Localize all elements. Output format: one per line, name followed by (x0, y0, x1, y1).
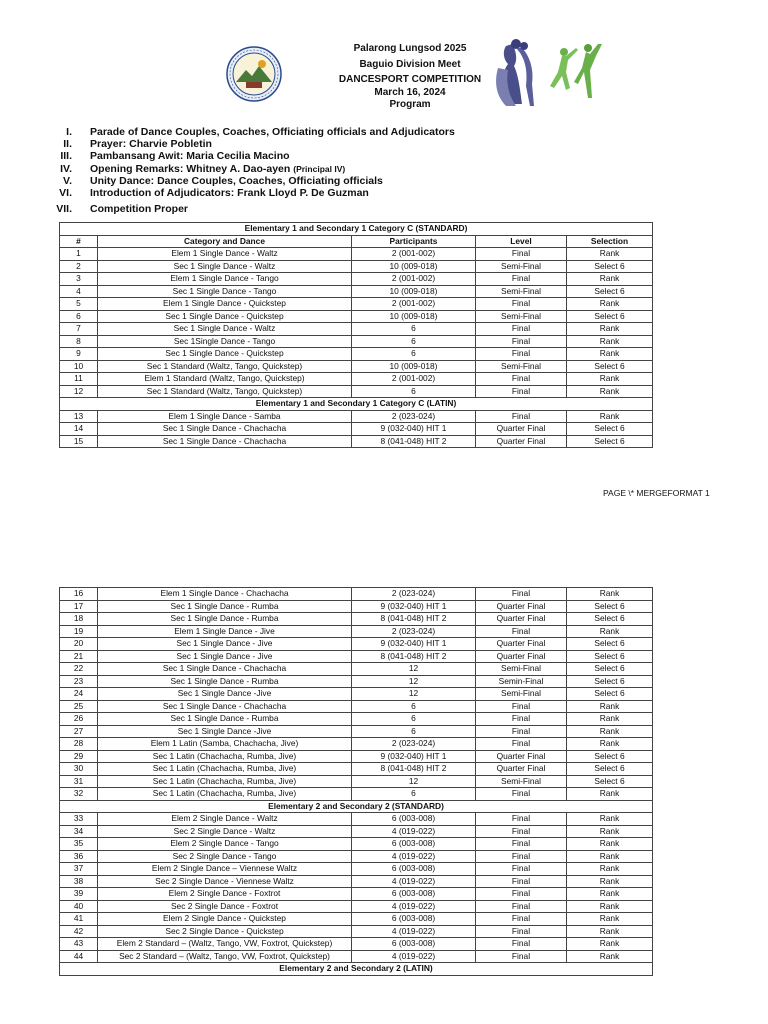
table-row (60, 435, 653, 448)
table-row (60, 675, 653, 688)
selection: Rank (567, 838, 653, 851)
event-number: 9 (60, 348, 98, 361)
section-heading: Elementary 2 and Secondary 2 (STANDARD) (60, 800, 653, 813)
table-row (60, 938, 653, 951)
table-row (60, 310, 653, 323)
selection: Select 6 (567, 600, 653, 613)
category-and-dance: Sec 1 Single Dance - Rumba (98, 675, 352, 688)
participants: 9 (032-040) HIT 1 (352, 750, 476, 763)
participants: 10 (009-018) (352, 260, 476, 273)
column-header-category: Category and Dance (98, 235, 352, 248)
selection: Rank (567, 625, 653, 638)
level: Final (476, 938, 567, 951)
category-and-dance: Sec 1 Single Dance -Jive (98, 688, 352, 701)
selection: Rank (567, 348, 653, 361)
document-header (300, 43, 520, 112)
level: Final (476, 588, 567, 601)
event-number: 43 (60, 938, 98, 951)
selection: Rank (567, 738, 653, 751)
table-row (60, 863, 653, 876)
level: Final (476, 373, 567, 386)
category-and-dance: Sec 1 Single Dance -Jive (98, 725, 352, 738)
column-header-participants: Participants (352, 235, 476, 248)
event-number: 34 (60, 825, 98, 838)
event-number: 5 (60, 298, 98, 311)
level: Final (476, 725, 567, 738)
event-number: 16 (60, 588, 98, 601)
participants: 12 (352, 775, 476, 788)
participants: 6 (003-008) (352, 813, 476, 826)
event-number: 31 (60, 775, 98, 788)
event-number: 6 (60, 310, 98, 323)
participants: 12 (352, 663, 476, 676)
category-and-dance: Sec 2 Standard – (Waltz, Tango, VW, Foxtrot, Quickstep) (98, 950, 352, 963)
category-and-dance: Sec 1Single Dance - Tango (98, 335, 352, 348)
participants: 4 (019-022) (352, 850, 476, 863)
category-and-dance: Sec 1 Single Dance - Chachacha (98, 663, 352, 676)
selection: Select 6 (567, 638, 653, 651)
table-row (60, 348, 653, 361)
level: Final (476, 813, 567, 826)
level: Semi-Final (476, 663, 567, 676)
table-row (60, 725, 653, 738)
level: Quarter Final (476, 435, 567, 448)
level: Quarter Final (476, 763, 567, 776)
category-and-dance: Elem 1 Single Dance - Jive (98, 625, 352, 638)
category-and-dance: Elem 1 Single Dance - Chachacha (98, 588, 352, 601)
level: Quarter Final (476, 613, 567, 626)
participants: 12 (352, 675, 476, 688)
event-number: 36 (60, 850, 98, 863)
program-item-text: Introduction of Adjudicators: Frank Lloyd P. De Guzman (90, 186, 369, 199)
selection: Rank (567, 373, 653, 386)
participants: 6 (352, 713, 476, 726)
category-and-dance: Sec 1 Single Dance - Rumba (98, 600, 352, 613)
category-and-dance: Elem 2 Single Dance - Tango (98, 838, 352, 851)
table-row (60, 410, 653, 423)
selection: Select 6 (567, 310, 653, 323)
table-row (60, 273, 653, 286)
event-number: 42 (60, 925, 98, 938)
program-item-text: Prayer: Charvie Pobletin (90, 138, 212, 151)
event-number: 8 (60, 335, 98, 348)
selection: Select 6 (567, 650, 653, 663)
level: Quarter Final (476, 423, 567, 436)
selection: Select 6 (567, 423, 653, 436)
participants: 8 (041-048) HIT 2 (352, 763, 476, 776)
participants: 2 (023-024) (352, 588, 476, 601)
level: Final (476, 273, 567, 286)
table-row (60, 925, 653, 938)
selection: Select 6 (567, 613, 653, 626)
participants: 6 (003-008) (352, 838, 476, 851)
table-row (60, 888, 653, 901)
level: Final (476, 298, 567, 311)
participants: 4 (019-022) (352, 950, 476, 963)
level: Final (476, 913, 567, 926)
participants: 2 (023-024) (352, 625, 476, 638)
category-and-dance: Sec 2 Single Dance - Waltz (98, 825, 352, 838)
competition-name: DANCESPORT COMPETITION (338, 74, 482, 85)
selection: Rank (567, 788, 653, 801)
meet-name: Baguio Division Meet (359, 58, 461, 70)
level: Semi-Final (476, 360, 567, 373)
level: Final (476, 838, 567, 851)
level: Final (476, 385, 567, 398)
program-item-text: Parade of Dance Couples, Coaches, Officiating officials and Adjudicators (90, 126, 455, 138)
table-row (60, 950, 653, 963)
category-and-dance: Sec 1 Single Dance - Quickstep (98, 310, 352, 323)
selection: Select 6 (567, 750, 653, 763)
selection: Rank (567, 925, 653, 938)
selection: Select 6 (567, 763, 653, 776)
participants: 6 (352, 788, 476, 801)
table-row (60, 763, 653, 776)
program-item-text: Competition Proper (90, 203, 189, 216)
event-number: 33 (60, 813, 98, 826)
event-name: Palarong Lungsod 2025 (353, 43, 467, 54)
event-number: 17 (60, 600, 98, 613)
table-row (60, 600, 653, 613)
participants: 6 (003-008) (352, 888, 476, 901)
table-row (60, 285, 653, 298)
participants: 4 (019-022) (352, 875, 476, 888)
participants: 6 (352, 323, 476, 336)
table-row (60, 323, 653, 336)
table-row (60, 738, 653, 751)
event-number: 22 (60, 663, 98, 676)
selection: Rank (567, 875, 653, 888)
category-and-dance: Elem 1 Latin (Samba, Chachacha, Jive) (98, 738, 352, 751)
level: Quarter Final (476, 638, 567, 651)
participants: 8 (041-048) HIT 2 (352, 435, 476, 448)
category-and-dance: Elem 2 Single Dance – Viennese Waltz (98, 863, 352, 876)
participants: 6 (352, 725, 476, 738)
category-and-dance: Elem 2 Single Dance - Waltz (98, 813, 352, 826)
level: Quarter Final (476, 600, 567, 613)
table-row (60, 825, 653, 838)
selection: Select 6 (567, 260, 653, 273)
category-and-dance: Elem 2 Single Dance - Quickstep (98, 913, 352, 926)
category-and-dance: Elem 1 Standard (Waltz, Tango, Quickstep) (98, 373, 352, 386)
level: Final (476, 738, 567, 751)
selection: Rank (567, 888, 653, 901)
participants: 6 (352, 385, 476, 398)
participants: 8 (041-048) HIT 2 (352, 613, 476, 626)
table-row (60, 638, 653, 651)
event-number: 44 (60, 950, 98, 963)
table-row (60, 850, 653, 863)
participants: 9 (032-040) HIT 1 (352, 423, 476, 436)
participants: 2 (001-002) (352, 298, 476, 311)
column-header-selection: Selection (567, 235, 653, 248)
event-date: March 16, 2024 (374, 86, 446, 98)
division-seal-logo (226, 46, 282, 102)
event-number: 4 (60, 285, 98, 298)
program-item-text: Unity Dance: Dance Couples, Coaches, Officiating officials (90, 174, 383, 187)
selection: Rank (567, 248, 653, 261)
section-heading: Elementary 2 and Secondary 2 (LATIN) (60, 963, 653, 976)
level: Final (476, 825, 567, 838)
table-row (60, 838, 653, 851)
table-row (60, 900, 653, 913)
selection: Rank (567, 298, 653, 311)
event-number: 18 (60, 613, 98, 626)
program-item-note: (Principal IV) (293, 163, 346, 174)
event-number: 19 (60, 625, 98, 638)
table-row (60, 423, 653, 436)
program-item-number: IV. (60, 162, 72, 175)
participants: 4 (019-022) (352, 900, 476, 913)
event-number: 3 (60, 273, 98, 286)
participants: 12 (352, 688, 476, 701)
table-row (60, 813, 653, 826)
selection: Rank (567, 335, 653, 348)
category-and-dance: Sec 2 Single Dance - Viennese Waltz (98, 875, 352, 888)
table-row (60, 613, 653, 626)
category-and-dance: Sec 1 Latin (Chachacha, Rumba, Jive) (98, 788, 352, 801)
category-and-dance: Sec 1 Single Dance - Rumba (98, 713, 352, 726)
program-item-number: VI. (59, 186, 72, 199)
selection: Rank (567, 273, 653, 286)
selection: Rank (567, 825, 653, 838)
event-number: 10 (60, 360, 98, 373)
level: Final (476, 323, 567, 336)
category-and-dance: Sec 1 Single Dance - Rumba (98, 613, 352, 626)
category-and-dance: Sec 1 Single Dance - Tango (98, 285, 352, 298)
program-item-text: Pambansang Awit: Maria Cecilia Macino (90, 150, 290, 163)
event-number: 14 (60, 423, 98, 436)
table-row (60, 625, 653, 638)
category-and-dance: Elem 1 Single Dance - Quickstep (98, 298, 352, 311)
event-number: 27 (60, 725, 98, 738)
selection: Select 6 (567, 360, 653, 373)
event-number: 29 (60, 750, 98, 763)
level: Semin-Final (476, 675, 567, 688)
category-and-dance: Sec 1 Single Dance - Jive (98, 650, 352, 663)
selection: Select 6 (567, 285, 653, 298)
table-row (60, 335, 653, 348)
selection: Rank (567, 385, 653, 398)
level: Semi-Final (476, 688, 567, 701)
event-number: 2 (60, 260, 98, 273)
level: Final (476, 248, 567, 261)
selection: Rank (567, 938, 653, 951)
category-and-dance: Sec 1 Single Dance - Waltz (98, 260, 352, 273)
event-number: 32 (60, 788, 98, 801)
level: Final (476, 950, 567, 963)
level: Semi-Final (476, 775, 567, 788)
table-row (60, 913, 653, 926)
category-and-dance: Elem 1 Single Dance - Samba (98, 410, 352, 423)
selection: Rank (567, 900, 653, 913)
participants: 2 (023-024) (352, 738, 476, 751)
participants: 10 (009-018) (352, 310, 476, 323)
table-row (60, 385, 653, 398)
category-and-dance: Elem 1 Single Dance - Waltz (98, 248, 352, 261)
table-row (60, 700, 653, 713)
participants: 6 (003-008) (352, 863, 476, 876)
event-number: 40 (60, 900, 98, 913)
level: Final (476, 335, 567, 348)
participants: 9 (032-040) HIT 1 (352, 638, 476, 651)
category-and-dance: Sec 2 Single Dance - Foxtrot (98, 900, 352, 913)
category-and-dance: Sec 1 Latin (Chachacha, Rumba, Jive) (98, 775, 352, 788)
table-row (60, 688, 653, 701)
level: Final (476, 888, 567, 901)
level: Final (476, 875, 567, 888)
category-and-dance: Elem 2 Single Dance - Foxtrot (98, 888, 352, 901)
program-item-number: I. (66, 126, 72, 138)
selection: Rank (567, 863, 653, 876)
selection: Rank (567, 588, 653, 601)
table-row (60, 775, 653, 788)
level: Final (476, 348, 567, 361)
event-number: 7 (60, 323, 98, 336)
participants: 4 (019-022) (352, 825, 476, 838)
event-number: 12 (60, 385, 98, 398)
category-and-dance: Sec 1 Single Dance - Chachacha (98, 435, 352, 448)
event-number: 37 (60, 863, 98, 876)
level: Final (476, 900, 567, 913)
event-number: 26 (60, 713, 98, 726)
participants: 10 (009-018) (352, 285, 476, 298)
level: Quarter Final (476, 750, 567, 763)
level: Semi-Final (476, 260, 567, 273)
table-row (60, 713, 653, 726)
table-row (60, 788, 653, 801)
category-and-dance: Elem 2 Standard – (Waltz, Tango, VW, Foxtrot, Quickstep) (98, 938, 352, 951)
category-and-dance: Sec 1 Single Dance - Chachacha (98, 423, 352, 436)
selection: Rank (567, 950, 653, 963)
event-number: 15 (60, 435, 98, 448)
level: Final (476, 863, 567, 876)
level: Final (476, 713, 567, 726)
participants: 2 (001-002) (352, 273, 476, 286)
selection: Select 6 (567, 775, 653, 788)
page-number-field: PAGE \* MERGEFORMAT 1 (603, 488, 710, 498)
program-item-number: V. (63, 174, 72, 187)
competition-table-page-2 (59, 587, 653, 976)
event-number: 35 (60, 838, 98, 851)
participants: 10 (009-018) (352, 360, 476, 373)
table-row (60, 650, 653, 663)
category-and-dance: Sec 1 Single Dance - Jive (98, 638, 352, 651)
document-title: Program (389, 99, 431, 110)
section-heading: Elementary 1 and Secondary 1 Category C (STANDARD) (60, 223, 653, 236)
selection: Select 6 (567, 688, 653, 701)
event-number: 11 (60, 373, 98, 386)
participants: 2 (001-002) (352, 373, 476, 386)
event-number: 41 (60, 913, 98, 926)
table-row (60, 588, 653, 601)
level: Final (476, 788, 567, 801)
selection: Rank (567, 713, 653, 726)
selection: Rank (567, 700, 653, 713)
participants: 6 (352, 335, 476, 348)
category-and-dance: Sec 1 Latin (Chachacha, Rumba, Jive) (98, 750, 352, 763)
category-and-dance: Elem 1 Single Dance - Tango (98, 273, 352, 286)
level: Final (476, 700, 567, 713)
event-number: 20 (60, 638, 98, 651)
category-and-dance: Sec 2 Single Dance - Quickstep (98, 925, 352, 938)
level: Final (476, 850, 567, 863)
participants: 9 (032-040) HIT 1 (352, 600, 476, 613)
selection: Rank (567, 813, 653, 826)
participants: 2 (001-002) (352, 248, 476, 261)
level: Final (476, 925, 567, 938)
program-item-number: II. (63, 138, 72, 151)
table-row (60, 260, 653, 273)
participants: 6 (003-008) (352, 938, 476, 951)
event-number: 1 (60, 248, 98, 261)
event-number: 25 (60, 700, 98, 713)
table-row (60, 373, 653, 386)
event-number: 21 (60, 650, 98, 663)
event-number: 23 (60, 675, 98, 688)
category-and-dance: Sec 2 Single Dance - Tango (98, 850, 352, 863)
selection: Rank (567, 323, 653, 336)
category-and-dance: Sec 1 Single Dance - Quickstep (98, 348, 352, 361)
participants: 4 (019-022) (352, 925, 476, 938)
table-row (60, 248, 653, 261)
level: Final (476, 625, 567, 638)
selection: Select 6 (567, 435, 653, 448)
selection: Rank (567, 913, 653, 926)
participants: 6 (352, 700, 476, 713)
table-row (60, 298, 653, 311)
event-number: 38 (60, 875, 98, 888)
competition-table-page-1 (59, 222, 653, 448)
level: Semi-Final (476, 310, 567, 323)
category-and-dance: Sec 1 Standard (Waltz, Tango, Quickstep) (98, 385, 352, 398)
selection: Select 6 (567, 675, 653, 688)
category-and-dance: Sec 1 Single Dance - Chachacha (98, 700, 352, 713)
category-and-dance: Sec 1 Standard (Waltz, Tango, Quickstep) (98, 360, 352, 373)
event-number: 13 (60, 410, 98, 423)
level: Quarter Final (476, 650, 567, 663)
section-heading: Elementary 1 and Secondary 1 Category C (LATIN) (60, 398, 653, 411)
program-item-text: Opening Remarks: Whitney A. Dao-ayen (90, 162, 291, 175)
table-row (60, 875, 653, 888)
column-header-level: Level (476, 235, 567, 248)
selection: Select 6 (567, 663, 653, 676)
table-row (60, 663, 653, 676)
table-row (60, 750, 653, 763)
level: Final (476, 410, 567, 423)
category-and-dance: Sec 1 Latin (Chachacha, Rumba, Jive) (98, 763, 352, 776)
table-row (60, 360, 653, 373)
category-and-dance: Sec 1 Single Dance - Waltz (98, 323, 352, 336)
event-number: 28 (60, 738, 98, 751)
participants: 8 (041-048) HIT 2 (352, 650, 476, 663)
participants: 6 (352, 348, 476, 361)
participants: 2 (023-024) (352, 410, 476, 423)
selection: Rank (567, 410, 653, 423)
selection: Rank (567, 850, 653, 863)
program-item-number: III. (60, 150, 72, 163)
event-number: 24 (60, 688, 98, 701)
program-item-number: VII. (56, 203, 72, 216)
event-number: 30 (60, 763, 98, 776)
selection: Rank (567, 725, 653, 738)
column-header-number: # (60, 235, 98, 248)
level: Semi-Final (476, 285, 567, 298)
participants: 6 (003-008) (352, 913, 476, 926)
event-number: 39 (60, 888, 98, 901)
